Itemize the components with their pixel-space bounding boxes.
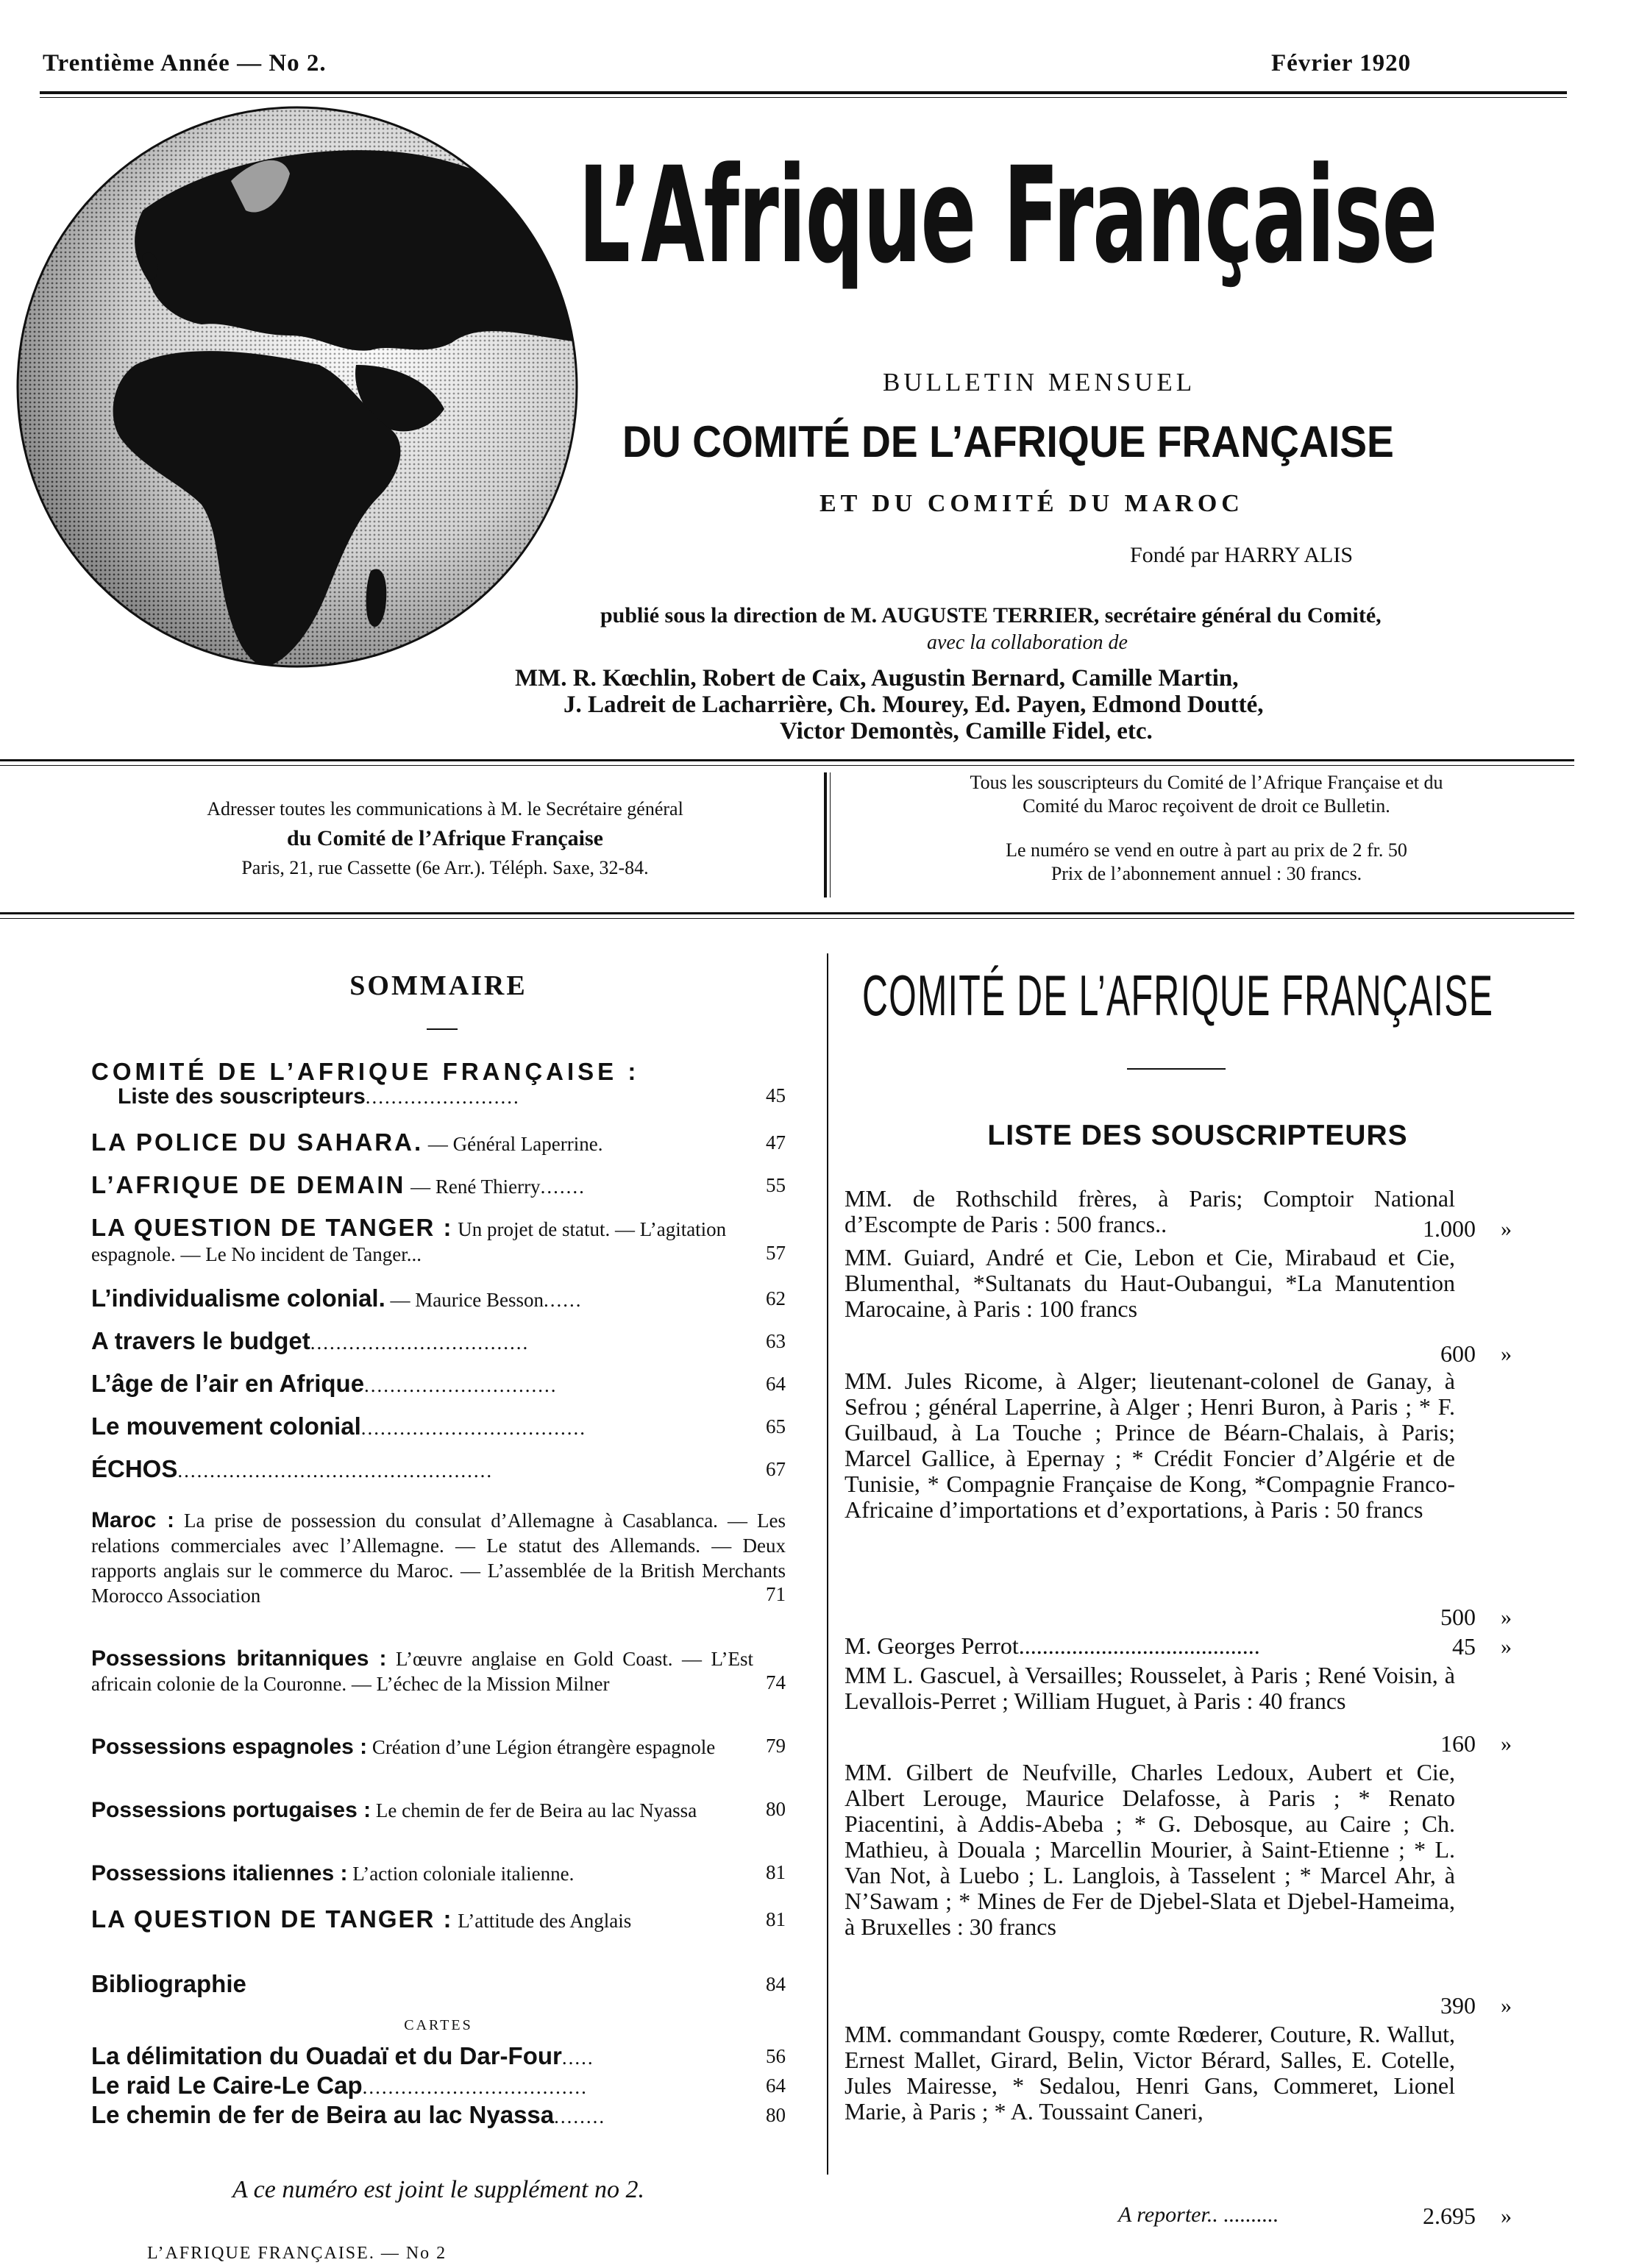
toc-entry-16[interactable] — [91, 1972, 786, 1998]
info-rule-bottom — [0, 912, 1574, 914]
toc-text: — Général Laperrine. — [427, 1133, 603, 1155]
toc-title: L’AFRIQUE DE DEMAIN — [91, 1171, 406, 1198]
toc-entry-10[interactable] — [91, 1508, 786, 1608]
globe-illustration — [10, 100, 584, 674]
toc-entry-2[interactable] — [91, 1130, 786, 1156]
ditto-mark-7: » — [1501, 2204, 1512, 2228]
journal-title: L’Afrique Française — [578, 139, 1437, 293]
subscribers-line-2: Comité du Maroc reçoivent de droit ce Bulletin. — [1023, 795, 1390, 817]
toc-text: L’action coloniale italienne. — [352, 1863, 575, 1885]
toc-title: LA QUESTION DE TANGER : — [91, 1214, 453, 1241]
subscriber-amount-3: 500 — [1440, 1604, 1476, 1630]
subscriber-entry-3: MM. Jules Ricome, à Alger; lieutenant-colonel de Ganay, à Sefrou ; général Laperrine, à Alger ; Henri Buron, à Paris ; * F. Guilbaud, à La Touche ; Prince de Béarn-Chalais, à Paris; Marcel Gallice, à Epernay ; * Crédit Foncier d’Algérie et de Tunisie, * Compagnie Française de Kong, *Compagnie Franco-Africaine d’importations et d’exportations, à Paris : 50 francs — [845, 1368, 1455, 1523]
carte-title: Le chemin de fer de Beira au lac Nyassa — [91, 2101, 555, 2128]
toc-text: Un projet de statut. — L’agitation espagnole. — Le No incident de Tanger... — [91, 1218, 727, 1265]
subscriber-amount-5: 160 — [1440, 1730, 1476, 1757]
subscribers-note — [846, 771, 1567, 818]
toc-title: Le mouvement colonial — [91, 1412, 361, 1440]
direction-line: publié sous la direction de M. AUGUSTE TERRIER, secrétaire général du Comité, — [600, 603, 1382, 628]
contributors-line-1: MM. R. Kœchlin, Robert de Caix, Augustin Bernard, Camille Martin, — [515, 665, 1239, 692]
toc-title: Maroc : — [91, 1508, 174, 1532]
subscribers-line-1: Tous les souscripteurs du Comité de l’Afrique Française et du — [970, 772, 1443, 793]
committee-subtitle: DU COMITÉ DE L’AFRIQUE FRANÇAISE — [622, 417, 1394, 466]
column-title: COMITÉ DE L’AFRIQUE FRANÇAISE — [862, 963, 1494, 1028]
carte-title: La délimitation du Ouadaï et du Dar-Four — [91, 2042, 562, 2069]
toc-text: L’œuvre anglaise en Gold Coast. — L’Est africain colonie de la Couronne. — L’échec de la Mission Milner — [91, 1648, 754, 1695]
toc-page: 45 — [766, 1084, 786, 1106]
carte-title: Le raid Le Caire-Le Cap — [91, 2072, 363, 2099]
toc-entry-4[interactable] — [91, 1214, 786, 1267]
carte-entry-3[interactable]: Le chemin de fer de Beira au lac Nyassa........ 80 — [91, 2101, 786, 2128]
toc-page: 55 — [766, 1174, 786, 1196]
supplement-note: A ce numéro est joint le supplément no 2. — [232, 2176, 644, 2203]
ditto-mark-5: » — [1501, 1732, 1512, 1756]
subscriber-entry-6: MM. Gilbert de Neufville, Charles Ledoux, Aubert et Cie, Albert Lerouge, Maurice Delafosse, à Paris ; * Renato Piacentini, à Addis-Abeba ; * G. Debosque, au Caire ; Ch. Mathieu, à Douala ; Marcellin Mourier, à Saint-Etienne ; * L. Van Not, à Luebo ; L. Langlois, à Tasselent ; * Marcel Ahr, à N’Sawam ; * Mines de Fer de Djebel-Slata et Djebel-Hameima, à Bruxelles : 30 francs — [845, 1759, 1455, 1940]
column-title-rule — [1127, 1068, 1226, 1070]
toc-title: Possessions espagnoles : — [91, 1735, 368, 1759]
toc-entry-14[interactable] — [91, 1861, 786, 1886]
toc-entry-12[interactable] — [91, 1735, 786, 1760]
toc-page: 74 — [766, 1671, 786, 1693]
collaboration-line: avec la collaboration de — [927, 631, 1128, 654]
ditto-mark-3: » — [1501, 1605, 1512, 1629]
toc-page: 67 — [766, 1458, 786, 1480]
carte-entry-2[interactable]: Le raid Le Caire-Le Cap................................... 64 — [91, 2072, 786, 2099]
ditto-mark-4: » — [1501, 1635, 1512, 1659]
toc-page: 64 — [766, 1373, 786, 1395]
info-rule-top — [0, 759, 1574, 761]
toc-entry-7[interactable]: L’âge de l’air en Afrique.............................. 64 — [91, 1370, 786, 1397]
sommaire-dash — [427, 1028, 458, 1030]
subscriber-amount-1: 1.000 — [1423, 1215, 1476, 1242]
carry-forward-label: A reporter.. .......... — [1118, 2203, 1279, 2227]
toc-title: Possessions portugaises : — [91, 1798, 371, 1822]
toc-text: Création d’une Légion étrangère espagnole — [371, 1736, 716, 1758]
price-line-2: Prix de l’abonnement annuel : 30 francs. — [1050, 863, 1362, 884]
toc-entry-5[interactable]: L’individualisme colonial. — Maurice Besson...... 62 — [91, 1284, 786, 1312]
issue-date: Février 1920 — [1271, 50, 1412, 77]
toc-page: 79 — [766, 1735, 786, 1757]
subscriber-amount-6: 390 — [1440, 1992, 1476, 2019]
address-line-2: du Comité de l’Afrique Française — [287, 826, 603, 850]
ditto-mark-1: » — [1501, 1217, 1512, 1241]
toc-page: 65 — [766, 1415, 786, 1437]
toc-title: Possessions italiennes : — [91, 1861, 348, 1885]
subscriber-entry-5: MM L. Gascuel, à Versailles; Rousselet, à Paris ; René Voisin, à Levallois-Perret ; William Huguet, à Paris : 40 francs — [845, 1662, 1455, 1714]
info-divider-thin — [830, 772, 831, 897]
toc-text: — René Thierry — [410, 1176, 541, 1198]
toc-entry-8[interactable]: Le mouvement colonial................................... 65 — [91, 1412, 786, 1440]
info-divider — [824, 772, 827, 897]
price-line-1: Le numéro se vend en outre à part au prix de 2 fr. 50 — [1006, 839, 1407, 861]
toc-page: 81 — [766, 1861, 786, 1883]
address-line-1: Adresser toutes les communications à M. le Secrétaire général — [207, 798, 683, 820]
issue-number: Trentième Année — No 2. — [43, 50, 327, 77]
carte-page: 80 — [766, 2104, 786, 2126]
toc-page: 62 — [766, 1287, 786, 1309]
toc-text: Liste des souscripteurs — [118, 1084, 366, 1109]
carte-page: 56 — [766, 2045, 786, 2067]
address-line-3: Paris, 21, rue Cassette (6e Arr.). Téléph. Saxe, 32-84. — [241, 857, 649, 878]
carry-forward-amount: 2.695 — [1423, 2203, 1476, 2229]
toc-entry-3[interactable]: L’AFRIQUE DE DEMAIN — René Thierry....... 55 — [91, 1171, 786, 1198]
toc-page: 63 — [766, 1330, 786, 1352]
maroc-subtitle: ET DU COMITÉ DU MAROC — [820, 490, 1244, 517]
cartes-heading: CARTES — [404, 2017, 473, 2033]
carte-entry-1[interactable]: La délimitation du Ouadaï et du Dar-Four..... 56 — [91, 2042, 786, 2069]
toc-title: Possessions britanniques : — [91, 1646, 387, 1671]
toc-text: — Maurice Besson — [390, 1289, 544, 1311]
toc-page: 84 — [766, 1973, 786, 1995]
toc-page: 57 — [766, 1242, 786, 1264]
toc-text: Le chemin de fer de Beira au lac Nyassa — [375, 1799, 697, 1821]
subscriber-amount-2: 600 — [1440, 1340, 1476, 1367]
address-block — [81, 794, 809, 883]
toc-entry-13[interactable] — [91, 1798, 786, 1823]
toc-entry-15[interactable] — [91, 1905, 786, 1933]
header-rule — [40, 91, 1567, 94]
toc-title: LA QUESTION DE TANGER : — [91, 1905, 453, 1933]
header-rule-thin — [40, 97, 1567, 98]
toc-page: 47 — [766, 1131, 786, 1153]
subscribers-heading: LISTE DES SOUSCRIPTEURS — [987, 1120, 1408, 1151]
contributors-line-2: J. Ladreit de Lacharrière, Ch. Mourey, Ed. Payen, Edmond Doutté, — [563, 692, 1264, 718]
toc-title: L’individualisme colonial. — [91, 1284, 385, 1312]
founder-line: Fondé par HARRY ALIS — [1130, 543, 1354, 567]
subscriber-amount-4: 45 — [1452, 1633, 1476, 1660]
subscriber-entry-2: MM. Guiard, André et Cie, Lebon et Cie, Mirabaud et Cie, Blumenthal, *Sultanats du Haut-Oubangui, *La Manutention Marocaine, à Paris : 100 francs — [845, 1244, 1455, 1322]
toc-text: La prise de possession du consulat d’Allemagne à Casablanca. — Les relations commerciales avec l’Allemagne. — Le statut des Allemands. — Deux rapports anglais sur le commerce du Maroc. — L’assemblée de la British Merchants Morocco Association — [91, 1510, 786, 1607]
subscriber-entry-7: MM. commandant Gouspy, comte Rœderer, Couture, R. Wallut, Ernest Mallet, Girard, Belin, Victor Bérard, Salles, E. Cotelle, Jules Mairesse, * Sedalou, Henri Gans, Commeret, Lionel Marie, à Paris ; * A. Toussaint Caneri, — [845, 2021, 1455, 2125]
toc-title: COMITÉ DE L’AFRIQUE FRANÇAISE : — [91, 1058, 640, 1085]
toc-entry-6[interactable]: A travers le budget.................................. 63 — [91, 1327, 786, 1354]
toc-page: 81 — [766, 1908, 786, 1930]
toc-page: 80 — [766, 1798, 786, 1820]
info-rule-bottom-thin — [0, 918, 1574, 919]
sommaire-heading: SOMMAIRE — [349, 970, 527, 1001]
ditto-mark-6: » — [1501, 1994, 1512, 2018]
toc-title: A travers le budget — [91, 1327, 310, 1354]
toc-text: L’attitude des Anglais — [458, 1910, 632, 1932]
toc-entry-9[interactable]: ÉCHOS................................................. 67 — [91, 1455, 786, 1482]
subscriber-entry-1: MM. de Rothschild frères, à Paris; Comptoir National d’Escompte de Paris : 500 francs.. — [845, 1185, 1455, 1237]
carte-page: 64 — [766, 2075, 786, 2097]
subscriber-entry-4: M. Georges Perrot......................................... — [845, 1632, 1260, 1659]
ditto-mark-2: » — [1501, 1342, 1512, 1366]
toc-title: LA POLICE DU SAHARA. — [91, 1128, 424, 1156]
column-divider — [827, 953, 828, 2175]
page-footer: L’AFRIQUE FRANÇAISE. — No 2 — [147, 2244, 447, 2263]
toc-title: Bibliographie — [91, 1970, 246, 1997]
price-note — [846, 839, 1567, 886]
info-rule-top-thin — [0, 765, 1574, 766]
toc-title: ÉCHOS — [91, 1455, 178, 1482]
toc-page: 71 — [766, 1583, 786, 1605]
bulletin-subtitle: BULLETIN MENSUEL — [883, 368, 1196, 397]
contributors-line-3: Victor Demontès, Camille Fidel, etc. — [780, 718, 1153, 744]
toc-entry-11[interactable] — [91, 1646, 786, 1696]
toc-title: L’âge de l’air en Afrique — [91, 1370, 365, 1397]
toc-entry-1[interactable]: COMITÉ DE L’AFRIQUE FRANÇAISE : Liste des souscripteurs........................ 45 — [91, 1058, 786, 1109]
